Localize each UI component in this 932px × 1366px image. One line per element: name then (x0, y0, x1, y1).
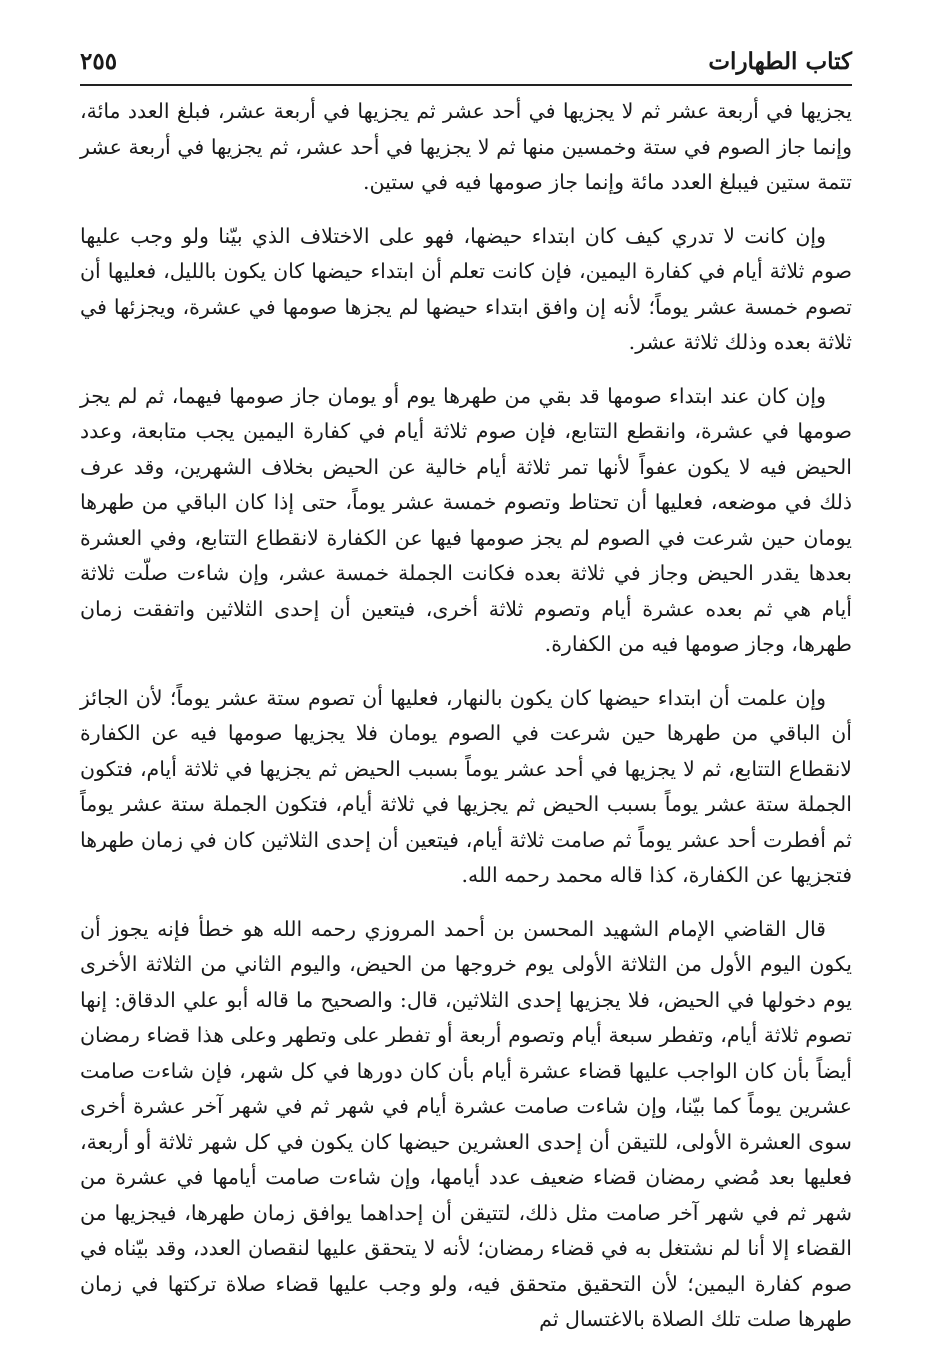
paragraph: وإن كانت لا تدري كيف كان ابتداء حيضها، فهو على الاختلاف الذي بيّنا ولو وجب عليها صوم ثلاثة أيام في كفارة اليمين، فإن كانت تعلم أن ابتداء حيضها كان يكون بالليل، فعليها أن تصوم خمسة عشر يوماً؛ لأنه إن وافق ابتداء حيضها لم يجزها صومها في عشرة، ويجزئها في ثلاثة بعده وذلك ثلاثة عشر. (80, 223, 852, 354)
page-number: ٢٥٥ (80, 48, 118, 75)
paragraph: وإن علمت أن ابتداء حيضها كان يكون بالنهار، فعليها أن تصوم ستة عشر يوماً؛ لأن الجائز أن الباقي من طهرها حين شرعت في الصوم يومان فلا يجزيها صومها فيه عن الكفارة لانقطاع التتابع، ثم لا يجزيها في أحد عشر يوماً بسبب الحيض ثم يجزيها في ثلاثة أيام، فتكون الجملة ستة عشر يوماً بسبب الحيض ثم يجزيها في ثلاثة أيام، فتكون الجملة ستة عشر يوماً ثم أفطرت أحد عشر يوماً ثم صامت ثلاثة أيام، فيتعين أن إحدى الثلاثين كان في زمان طهرها فتجزيها عن الكفارة، كذا قاله محمد رحمه الله. (80, 685, 852, 887)
paragraph: وإن كان عند ابتداء صومها قد بقي من طهرها يوم أو يومان جاز صومها فيهما، ثم لم يجز صومها في عشرة، وانقطع التتابع، فإن صوم ثلاثة أيام في كفارة اليمين يجب متابعة، وعدد الحيض فيه لا يكون عفواً لأنها تمر ثلاثة أيام خالية عن الحيض بخلاف الشهرين، وقد عرف ذلك في موضعه، فعليها أن تحتاط وتصوم خمسة عشر يوماً، حتى إذا كان الباقي من طهرها يومان حين شرعت في الصوم لم يجز صومها فيها عن الكفارة لانقطاع التتابع، وفي العشرة بعدها يقدر الحيض وجاز في ثلاثة بعده فكانت الجملة خمسة عشر، وإن شاءت صلّت ثلاثة أيام هي ثم بعده عشرة أيام وتصوم ثلاثة أخرى، فيتعين أن إحدى الثلاثين واتفقت زمان طهرها، وجاز صومها فيه من الكفارة. (80, 383, 852, 656)
running-title: كتاب الطهارات (708, 48, 852, 75)
header-rule (80, 84, 852, 86)
body-text (80, 94, 852, 1356)
page-header (80, 42, 852, 82)
paragraph: يجزيها في أربعة عشر ثم لا يجزيها في أحد عشر ثم يجزيها في أربعة عشر، فبلغ العدد مائة، وإنما جاز الصوم في ستة وخمسين منها ثم لا يجزيها في أحد عشر، ثم يجزيها في أربعة عشر تتمة ستين فيبلغ العدد مائة وإنما جاز صومها فيه في ستين. (80, 99, 852, 194)
paragraph: قال القاضي الإمام الشهيد المحسن بن أحمد المروزي رحمه الله هو خطأ فإنه يجوز أن يكون اليوم الأول من الثلاثة الأولى يوم خروجها من الحيض، واليوم الثاني من الثلاثة الأخرى يوم دخولها في الحيض، فلا يجزيها إحدى الثلاثين، قال: والصحيح ما قاله أبو علي الدقاق: إنها تصوم ثلاثة أيام، وتفطر سبعة أيام وتصوم أربعة أو تفطر على وتطهر وعلى هذا قضاء رمضان أيضاً بأن كان الواجب عليها قضاء عشرة أيام بأن كان دورها في كل شهر، فإن شاءت صامت عشرين يوماً كما بيّنا، وإن شاءت صامت عشرة أيام في شهر ثم في شهر آخر عشرة أخرى سوى العشرة الأولى، للتيقن أن إحدى العشرين حيضها كان يكون في كل شهر ثلاثة أو أربعة، فعليها بعد مُضي رمضان قضاء ضعيف عدد أيامها، وإن شاءت صامت أيامها في عشرة من شهر ثم في شهر آخر صامت مثل ذلك، لتتيقن أن إحداهما يوافق زمان طهرها، فيجزيها من القضاء إلا أنا لم نشتغل به في قضاء رمضان؛ لأنه لا يتحقق عليها لنقصان العدد، وقد بيّناه في صوم كفارة اليمين؛ لأن التحقيق متحقق فيه، ولو وجب عليها قضاء صلاة تركتها في زمان طهرها صلت تلك الصلاة بالاغتسال ثم (80, 916, 852, 1331)
